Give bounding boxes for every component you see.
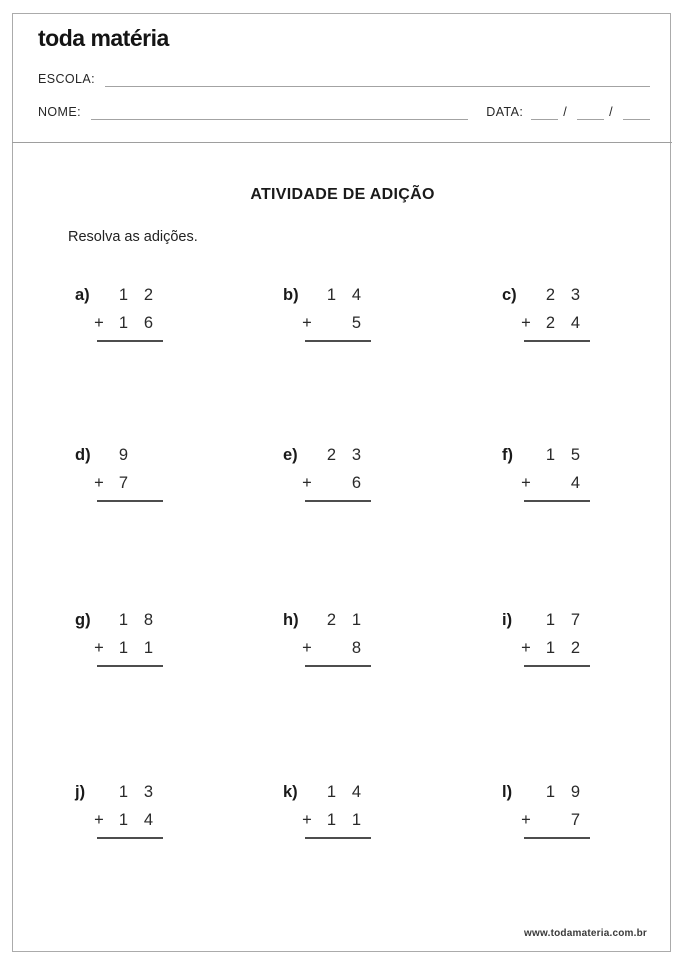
- date-slash: /: [609, 105, 613, 119]
- top-digit-tens: 1: [545, 782, 556, 801]
- bottom-digit-units: 6: [351, 473, 362, 492]
- top-digit-units: 5: [570, 445, 581, 464]
- top-digit-tens: 1: [118, 782, 129, 801]
- top-digit-tens: 2: [326, 610, 337, 629]
- bottom-digit-tens: 1: [545, 638, 556, 657]
- top-digit-units: 7: [570, 610, 581, 629]
- escola-row: [38, 69, 650, 87]
- top-digit-units: 3: [351, 445, 362, 464]
- bottom-digit-tens: 1: [118, 638, 129, 657]
- escola-label: ESCOLA:: [38, 72, 95, 86]
- bottom-digit-units: 2: [570, 638, 581, 657]
- bottom-digit-units: 7: [570, 810, 581, 829]
- plus-sign: +: [302, 473, 312, 492]
- bottom-digit-units: 6: [143, 313, 154, 332]
- bottom-digit-units: 1: [143, 638, 154, 657]
- bottom-digit-units: 4: [570, 313, 581, 332]
- top-digit-units: 3: [143, 782, 154, 801]
- plus-sign: +: [521, 473, 531, 492]
- addition-problem-b: [283, 281, 403, 342]
- plus-sign: +: [94, 638, 104, 657]
- answer-line: [305, 837, 371, 839]
- footer-url: www.todamateria.com.br: [524, 928, 647, 939]
- answer-line: [97, 500, 163, 502]
- date-day-blank-line: [531, 106, 558, 120]
- plus-sign: +: [302, 313, 312, 332]
- problem-label: k): [283, 782, 298, 801]
- addition-problem-h: [283, 606, 403, 667]
- addition-problem-i: [502, 606, 622, 667]
- problem-label: l): [502, 782, 513, 801]
- top-digit-units: 1: [351, 610, 362, 629]
- plus-sign: +: [94, 810, 104, 829]
- plus-sign: +: [302, 638, 312, 657]
- problem-label: f): [502, 445, 513, 464]
- bottom-digit-tens: 2: [545, 313, 556, 332]
- plus-sign: +: [94, 473, 104, 492]
- addition-problem-l: [502, 778, 622, 839]
- top-digit-tens: 9: [118, 445, 129, 464]
- answer-line: [305, 500, 371, 502]
- problem-label: h): [283, 610, 299, 629]
- instruction-text: Resolva as adições.: [68, 229, 198, 245]
- brand-logo: toda matéria: [38, 25, 169, 51]
- top-digit-units: 3: [570, 285, 581, 304]
- problem-label: g): [75, 610, 91, 629]
- answer-line: [97, 665, 163, 667]
- problem-label: d): [75, 445, 91, 464]
- addition-problem-a: [75, 281, 195, 342]
- date-month-blank-line: [577, 106, 604, 120]
- top-digit-units: 8: [143, 610, 154, 629]
- top-digit-units: 4: [351, 285, 362, 304]
- plus-sign: +: [521, 810, 531, 829]
- bottom-digit-tens: 7: [118, 473, 129, 492]
- top-digit-units: 4: [351, 782, 362, 801]
- problem-label: a): [75, 285, 90, 304]
- top-digit-units: 9: [570, 782, 581, 801]
- addition-problem-c: [502, 281, 622, 342]
- bottom-digit-units: 4: [143, 810, 154, 829]
- plus-sign: +: [521, 638, 531, 657]
- plus-sign: +: [302, 810, 312, 829]
- bottom-digit-units: 1: [351, 810, 362, 829]
- bottom-digit-tens: 1: [118, 313, 129, 332]
- top-digit-units: 2: [143, 285, 154, 304]
- bottom-digit-units: 5: [351, 313, 362, 332]
- addition-problem-j: [75, 778, 195, 839]
- data-label: DATA:: [486, 105, 524, 119]
- answer-line: [305, 340, 371, 342]
- header-divider: [12, 142, 672, 143]
- nome-label: NOME:: [38, 105, 81, 119]
- top-digit-tens: 1: [326, 285, 337, 304]
- plus-sign: +: [94, 313, 104, 332]
- answer-line: [524, 665, 590, 667]
- bottom-digit-tens: 1: [326, 810, 337, 829]
- top-digit-tens: 1: [326, 782, 337, 801]
- problem-label: j): [75, 782, 86, 801]
- addition-problem-f: [502, 441, 622, 502]
- problem-label: i): [502, 610, 513, 629]
- worksheet-title: ATIVIDADE DE ADIÇÃO: [250, 186, 435, 203]
- nome-blank-line: [91, 106, 468, 120]
- top-digit-tens: 2: [545, 285, 556, 304]
- addition-problem-d: [75, 441, 195, 502]
- addition-problem-k: [283, 778, 403, 839]
- answer-line: [97, 837, 163, 839]
- top-digit-tens: 2: [326, 445, 337, 464]
- escola-blank-line: [105, 73, 650, 87]
- bottom-digit-units: 8: [351, 638, 362, 657]
- answer-line: [305, 665, 371, 667]
- answer-line: [524, 500, 590, 502]
- answer-line: [524, 837, 590, 839]
- answer-line: [524, 340, 590, 342]
- problem-label: e): [283, 445, 298, 464]
- bottom-digit-units: 4: [570, 473, 581, 492]
- bottom-digit-tens: 1: [118, 810, 129, 829]
- addition-problem-e: [283, 441, 403, 502]
- top-digit-tens: 1: [118, 610, 129, 629]
- top-digit-tens: 1: [545, 445, 556, 464]
- addition-problem-g: [75, 606, 195, 667]
- top-digit-tens: 1: [545, 610, 556, 629]
- plus-sign: +: [521, 313, 531, 332]
- date-year-blank-line: [623, 106, 650, 120]
- top-digit-tens: 1: [118, 285, 129, 304]
- nome-row: [38, 102, 650, 120]
- answer-line: [97, 340, 163, 342]
- problem-label: c): [502, 285, 517, 304]
- problem-label: b): [283, 285, 299, 304]
- date-slash: /: [563, 105, 568, 119]
